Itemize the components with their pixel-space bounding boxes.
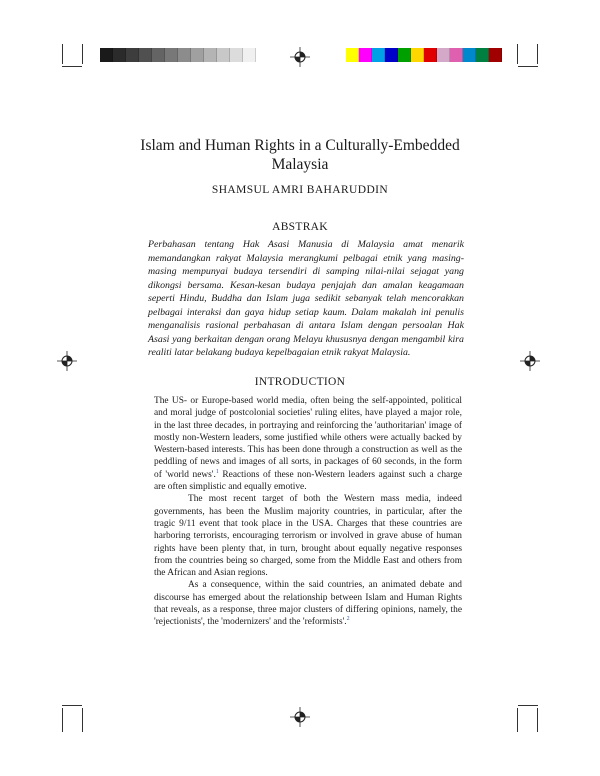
footnote-ref[interactable]: 1 <box>215 468 219 475</box>
paper-title: Islam and Human Rights in a Culturally-Embedded Malaysia <box>140 137 460 173</box>
calibration-swatch <box>217 48 230 62</box>
crop-mark-bottom-right <box>518 705 538 706</box>
body-text <box>154 395 462 629</box>
calibration-swatch <box>230 48 243 62</box>
crop-mark-top-left <box>82 44 83 64</box>
calibration-swatch <box>411 48 424 62</box>
crop-mark-top-right <box>537 44 538 64</box>
calibration-swatch <box>385 48 398 62</box>
footnote-ref[interactable]: 2 <box>346 616 350 623</box>
abstract-heading: ABSTRAK <box>272 221 328 233</box>
calibration-swatch <box>139 48 152 62</box>
registration-mark-icon <box>289 706 311 728</box>
crop-mark-bottom-left <box>82 708 83 732</box>
paragraph <box>154 579 462 628</box>
calibration-swatch <box>165 48 178 62</box>
calibration-swatch <box>359 48 372 62</box>
calibration-swatch <box>113 48 126 62</box>
crop-mark-top-left <box>62 44 63 64</box>
calibration-swatch <box>100 48 113 62</box>
calibration-swatch <box>437 48 450 62</box>
registration-mark-icon <box>56 350 78 372</box>
calibration-swatch <box>126 48 139 62</box>
registration-mark-icon <box>289 46 311 68</box>
calibration-swatch <box>450 48 463 62</box>
paragraph-text: As a consequence, within the said countries, an animated debate and discourse has emerged about the relationship between Islam and Human Rights that reveals, as a response, three major clusters of differing opinions, namely, the 'rejectionists', the 'modernizers' and the 'reformists'. <box>154 580 462 628</box>
crop-mark-top-right <box>517 44 518 64</box>
calibration-swatch <box>424 48 437 62</box>
introduction-heading: INTRODUCTION <box>254 376 346 388</box>
paragraph-text: Reactions of these non-Western leaders against such a charge are often simplistic and equally emotive. <box>154 469 462 493</box>
color-calibration-bar <box>346 48 502 62</box>
calibration-swatch <box>204 48 217 62</box>
crop-mark-bottom-right <box>537 708 538 732</box>
crop-mark-top-right <box>518 66 538 67</box>
calibration-swatch <box>191 48 204 62</box>
calibration-swatch <box>398 48 411 62</box>
abstract-text: Perbahasan tentang Hak Asasi Manusia di Malaysia amat menarik memandangkan rakyat Malaysia merangkumi pelbagai etnik yang masing-masing mempunyai budaya tersendiri di samping nilai-nilai sejagat yang dikongsi bersama. Kesan-kesan budaya penjajah dan amalan keagamaan seperti Hindu, Buddha dan Islam juga sedikit sebanyak telah mencorakkan pelbagai interaksi dan gaya hidup setiap kaum. Dalam makalah ini penulis menganalisis rasional perbahasan di antara Islam dengan persoalan Hak Asasi yang berkaitan dengan orang Melayu khususnya dengan mengambil kira realiti latar belakang budaya kepelbagaian etnik rakyat Malaysia. <box>148 239 464 358</box>
calibration-swatch <box>346 48 359 62</box>
crop-mark-bottom-right <box>517 708 518 732</box>
crop-mark-top-left <box>62 66 82 67</box>
grayscale-calibration-bar <box>100 48 256 62</box>
calibration-swatch <box>243 48 256 62</box>
calibration-swatch <box>489 48 502 62</box>
crop-mark-bottom-left <box>62 705 82 706</box>
calibration-swatch <box>463 48 476 62</box>
paragraph-text: The most recent target of both the Western mass media, indeed governments, has been the Muslim majority countries, in particular, after the tragic 9/11 event that took place in the USA. Charges that these countries are harboring terrorists, encouraging terrorism or involved in grave abuse of human rights have been plenty that, in turn, brought about equally negative responses from the countries being so charged, some from the Middle East and others from the African and Asian regions. <box>154 494 462 579</box>
crop-mark-bottom-left <box>62 708 63 732</box>
calibration-swatch <box>178 48 191 62</box>
calibration-swatch <box>476 48 489 62</box>
calibration-swatch <box>152 48 165 62</box>
paragraph <box>154 493 462 579</box>
paragraph-text: The US- or Europe-based world media, often being the self-appointed, political and moral judge of postcolonial societies' ruling elites, have played a major role, in the last three decades, in portraying and reinforcing the 'authoritarian' image of mostly non-Western leaders, some justified while others were actually backed by Western-based interests. This has been done through a construction as well as the peddling of news and images of all sorts, in packages of 60 seconds, in the form of 'world news'. <box>154 396 462 480</box>
author-name: SHAMSUL AMRI BAHARUDDIN <box>211 184 389 196</box>
calibration-swatch <box>372 48 385 62</box>
paragraph <box>154 395 462 493</box>
registration-mark-icon <box>519 350 541 372</box>
